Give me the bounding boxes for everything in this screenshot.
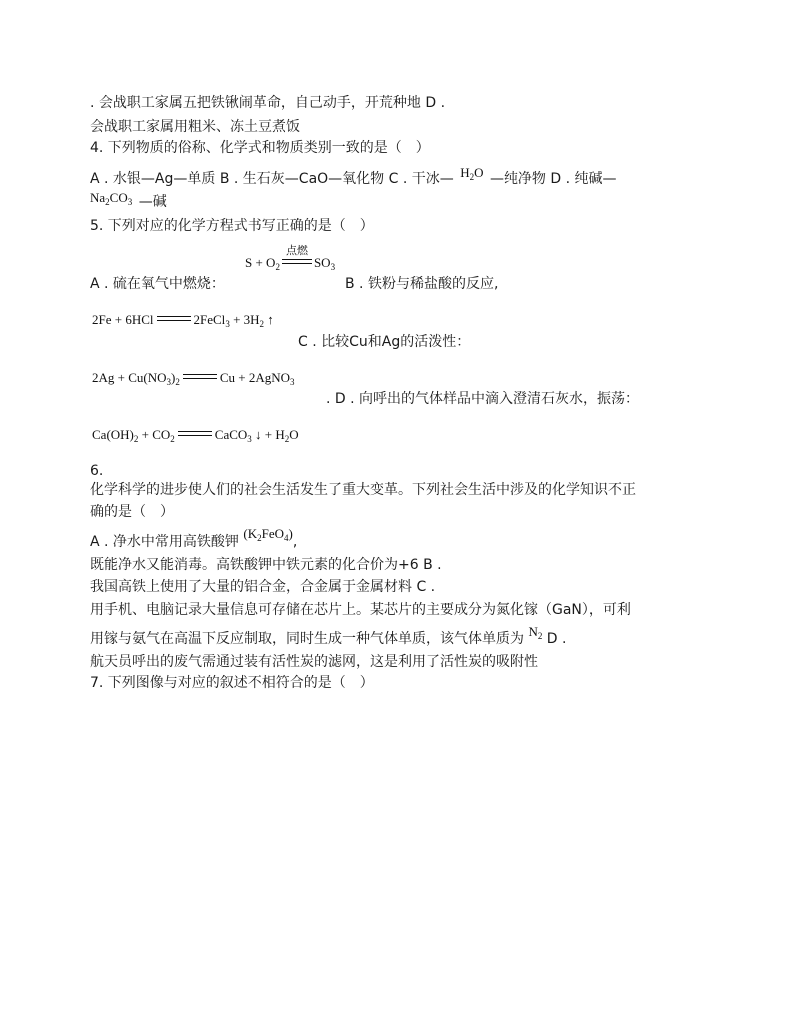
- q4-options-b: —纯净物 D . 纯碱—: [489, 171, 617, 187]
- q4-options-line: [90, 165, 617, 191]
- q6-option-d: 航天员呼出的废气需通过装有活性炭的滤网，这是利用了活性炭的吸附性: [90, 654, 538, 670]
- q5-equation-b: 2Fe + 6HCl 2FeCl$_3$ + $3H_2$ ↑: [92, 312, 274, 329]
- q4-h2o-formula: $H_2O$: [460, 165, 484, 182]
- q5-stem: 5. 下列对应的化学方程式书写正确的是（ ）: [90, 218, 374, 234]
- q6-option-a-line-1: A . 净水中常用高铁酸钾 $(K_2FeO_4)$,: [90, 526, 298, 550]
- q5-option-c: C . 比较Cu和Ag的活泼性：: [298, 334, 471, 350]
- q5-condition-ignite: 点燃: [285, 244, 308, 257]
- q6-number: 6.: [90, 463, 104, 479]
- q6-stem-1: 化学科学的进步使人们的社会生活发生了重大变革。下列社会生活中涉及的化学知识不正: [90, 482, 636, 498]
- q6-stem-2: 确的是（ ）: [90, 504, 174, 520]
- text-line-1: . 会战职工家属五把铁锹闹革命，自己动手，开荒种地 D .: [90, 95, 446, 111]
- q6-option-c-line-1: 用手机、电脑记录大量信息可存储在芯片上。某芯片的主要成分为氮化镓（GaN），可利: [90, 602, 631, 618]
- q6-n2-formula: $N_2$: [528, 624, 543, 641]
- q4-options-a: A . 水银—Ag—单质 B . 生石灰—CaO—氧化物 C . 干冰—: [90, 171, 454, 187]
- q5-equation-c: $2Ag + Cu(NO_3)_2$ Cu + 2AgNO$_3$: [92, 370, 295, 387]
- q4-options-c: —碱: [138, 194, 167, 210]
- q5-equation-a: $S + O_2$ 点燃 $SO_3$: [245, 244, 336, 272]
- q6-option-c-line-2: 用镓与氨气在高温下反应制取，同时生成一种气体单质，该气体单质为 $N_2$ D .: [90, 624, 567, 647]
- q5-equation-d: $Ca(OH)_2 + CO_2$ CaCO$_3$ ↓ + $H_2O$: [92, 427, 299, 444]
- q4-options-line-2: [90, 190, 167, 214]
- q5-option-b: B . 铁粉与稀盐酸的反应,: [345, 276, 499, 292]
- q6-k2feo4-formula: $(K_2FeO_4)$: [243, 526, 293, 543]
- q4-stem: 4. 下列物质的俗称、化学式和物质类别一致的是（ ）: [90, 140, 430, 156]
- q5-option-a: A . 硫在氧气中燃烧：: [90, 276, 225, 292]
- q6-option-b: 我国高铁上使用了大量的铝合金，合金属于金属材料 C .: [90, 579, 436, 595]
- q6-option-a-line-2: 既能净水又能消毒。高铁酸钾中铁元素的化合价为+6 B .: [90, 557, 442, 573]
- q4-na2co3-formula: $Na_2CO_3$: [90, 190, 133, 207]
- q7-stem: 7. 下列图像与对应的叙述不相符合的是（ ）: [90, 675, 374, 691]
- q5-option-d: . D . 向呼出的气体样品中滴入澄清石灰水，振荡：: [326, 391, 640, 407]
- text-line-2: 会战职工家属用粗米、冻土豆煮饭: [90, 119, 300, 135]
